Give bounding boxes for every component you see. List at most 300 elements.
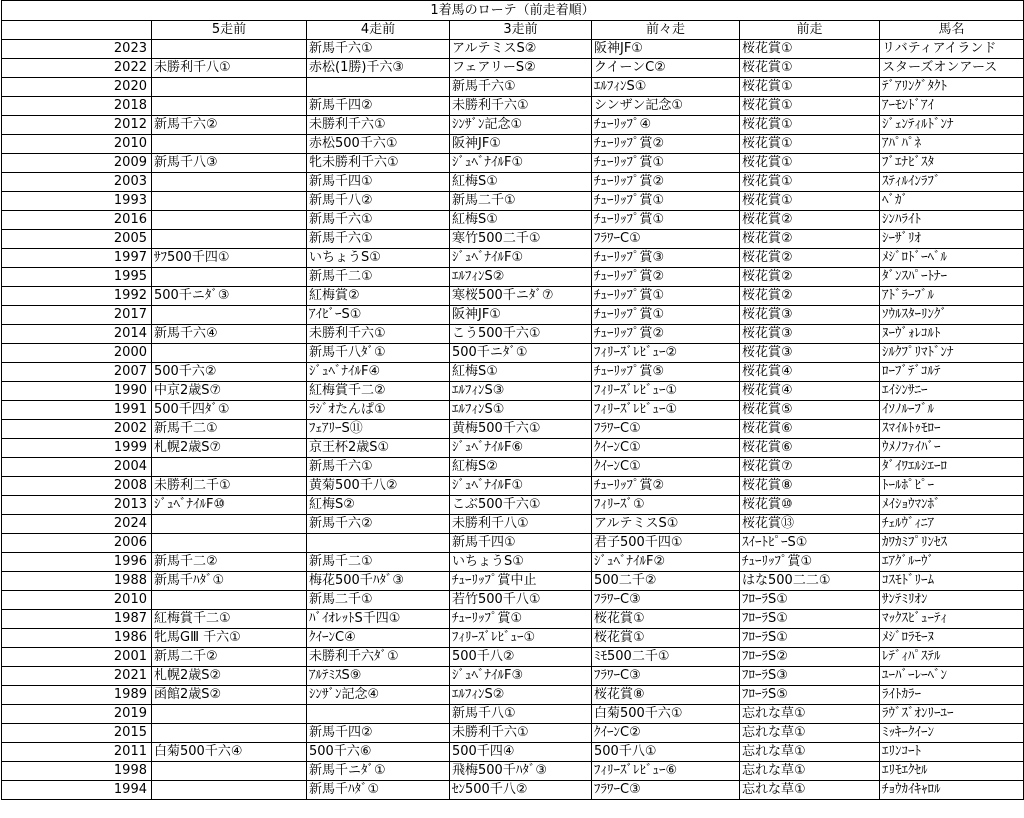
cell-race-2-before: ﾌｨﾘｰｽﾞ① <box>592 496 740 515</box>
cell-year: 2000 <box>2 344 152 363</box>
cell-race-3-before: フェアリーS② <box>450 59 592 78</box>
cell-race-2-before: 桜花賞⑧ <box>592 686 740 705</box>
cell-race-4-before: ﾊﾞｲｵﾚｯﾄS千四① <box>307 610 450 629</box>
cell-race-previous: 桜花賞② <box>740 230 880 249</box>
cell-race-previous: ﾌﾛｰﾗS③ <box>740 667 880 686</box>
cell-race-previous: 桜花賞② <box>740 249 880 268</box>
cell-race-3-before: ｴﾙﾌｨﾝS② <box>450 686 592 705</box>
cell-horse-name: ﾌﾞｴﾅﾋﾞｽﾀ <box>880 154 1024 173</box>
cell-year: 2015 <box>2 724 152 743</box>
cell-horse-name: ｺｽﾓﾄﾞﾘｰﾑ <box>880 572 1024 591</box>
table-row <box>2 648 1024 667</box>
cell-race-previous: ｽｲｰﾄﾋﾟｰS① <box>740 534 880 553</box>
cell-race-previous: 桜花賞① <box>740 97 880 116</box>
cell-horse-name: ﾕｰﾊﾞｰﾚｰﾍﾞﾝ <box>880 667 1024 686</box>
cell-race-4-before: 新馬千四② <box>307 97 450 116</box>
cell-race-5-before: 函館2歳S② <box>152 686 307 705</box>
cell-race-previous: ﾌﾛｰﾗS⑤ <box>740 686 880 705</box>
cell-race-2-before: 桜花賞① <box>592 629 740 648</box>
cell-year: 2019 <box>2 705 152 724</box>
cell-race-5-before <box>152 211 307 230</box>
cell-race-4-before: 新馬千ﾊﾀﾞ① <box>307 781 450 800</box>
cell-race-5-before: ｼﾞｭﾍﾞﾅｲﾙF⑩ <box>152 496 307 515</box>
cell-horse-name: ﾀﾞﾝｽﾊﾟｰﾄﾅｰ <box>880 268 1024 287</box>
cell-year: 2013 <box>2 496 152 515</box>
cell-race-previous: 桜花賞② <box>740 268 880 287</box>
cell-race-previous: 桜花賞② <box>740 211 880 230</box>
cell-horse-name: ｳﾒﾉﾌｧｲﾊﾞｰ <box>880 439 1024 458</box>
cell-horse-name: スターズオンアース <box>880 59 1024 78</box>
table-row <box>2 610 1024 629</box>
table-row <box>2 534 1024 553</box>
cell-race-3-before: 阪神JF① <box>450 135 592 154</box>
cell-race-previous: 忘れな草① <box>740 762 880 781</box>
cell-race-4-before: 未勝利千六① <box>307 325 450 344</box>
cell-horse-name: ｲｿﾉﾙｰﾌﾞﾙ <box>880 401 1024 420</box>
cell-race-5-before: 牝馬GⅢ 千六① <box>152 629 307 648</box>
table-row <box>2 724 1024 743</box>
cell-race-5-before: 札幌2歳S⑦ <box>152 439 307 458</box>
cell-race-3-before: 新馬千八① <box>450 705 592 724</box>
table-row <box>2 192 1024 211</box>
cell-year: 2024 <box>2 515 152 534</box>
column-header-race-previous: 前走 <box>740 21 880 40</box>
table-row <box>2 344 1024 363</box>
cell-race-2-before: ﾁｭｰﾘｯﾌﾟ賞① <box>592 287 740 306</box>
cell-race-5-before <box>152 135 307 154</box>
cell-race-5-before <box>152 458 307 477</box>
cell-race-5-before <box>152 230 307 249</box>
cell-race-2-before: ｴﾙﾌｨﾝS① <box>592 78 740 97</box>
cell-horse-name: ﾚﾃﾞｨﾊﾟｽﾃﾙ <box>880 648 1024 667</box>
cell-race-2-before: ﾁｭｰﾘｯﾌﾟ賞② <box>592 173 740 192</box>
table-row <box>2 59 1024 78</box>
cell-race-previous: 桜花賞① <box>740 40 880 59</box>
cell-race-3-before: こぶ500千六① <box>450 496 592 515</box>
cell-race-4-before: 新馬千四① <box>307 173 450 192</box>
cell-race-3-before: 新馬千六① <box>450 78 592 97</box>
table-row <box>2 629 1024 648</box>
cell-race-4-before: 新馬千八ﾀﾞ① <box>307 344 450 363</box>
cell-race-5-before: ｻﾌ500千四① <box>152 249 307 268</box>
table-row <box>2 78 1024 97</box>
cell-race-5-before <box>152 78 307 97</box>
cell-race-2-before: ｸｲｰﾝC① <box>592 458 740 477</box>
table-row <box>2 306 1024 325</box>
cell-race-3-before: ｼﾞｭﾍﾞﾅｲﾙF① <box>450 249 592 268</box>
cell-year: 2002 <box>2 420 152 439</box>
table-row <box>2 116 1024 135</box>
cell-race-4-before: ｱｲﾋﾞｰS① <box>307 306 450 325</box>
cell-horse-name: ﾐｯｷｰｸｲｰﾝ <box>880 724 1024 743</box>
cell-race-previous: 桜花賞⑬ <box>740 515 880 534</box>
cell-race-3-before: 新馬二千① <box>450 192 592 211</box>
cell-race-4-before: 赤松500千六① <box>307 135 450 154</box>
cell-race-4-before: 新馬千六① <box>307 230 450 249</box>
cell-race-4-before: 新馬千二① <box>307 553 450 572</box>
cell-race-5-before: 500千六② <box>152 363 307 382</box>
cell-race-5-before <box>152 781 307 800</box>
table-row <box>2 420 1024 439</box>
table-row <box>2 287 1024 306</box>
table-row <box>2 591 1024 610</box>
cell-race-4-before: 新馬千二① <box>307 268 450 287</box>
cell-race-3-before: こう500千六① <box>450 325 592 344</box>
cell-race-5-before: 新馬千二② <box>152 553 307 572</box>
cell-year: 1988 <box>2 572 152 591</box>
cell-year: 2001 <box>2 648 152 667</box>
cell-horse-name: ｽﾏｲﾙﾄｩﾓﾛｰ <box>880 420 1024 439</box>
cell-horse-name: ﾗｳﾞｽﾞｵﾝﾘｰﾕｰ <box>880 705 1024 724</box>
cell-horse-name: ｴｱｸﾞﾙｰｳﾞ <box>880 553 1024 572</box>
cell-race-3-before: ｼﾝｻﾞﾝ記念① <box>450 116 592 135</box>
cell-race-4-before: 500千六⑥ <box>307 743 450 762</box>
cell-horse-name: ﾒｼﾞﾛﾗﾓｰﾇ <box>880 629 1024 648</box>
cell-race-4-before: ﾌｪｱﾘｰS⑪ <box>307 420 450 439</box>
cell-race-previous: 桜花賞⑦ <box>740 458 880 477</box>
cell-year: 1997 <box>2 249 152 268</box>
cell-race-5-before: 札幌2歳S② <box>152 667 307 686</box>
cell-year: 2005 <box>2 230 152 249</box>
cell-horse-name: ｴｲｼﾝｻﾆｰ <box>880 382 1024 401</box>
cell-race-previous: 桜花賞① <box>740 116 880 135</box>
cell-race-5-before: 白菊500千六④ <box>152 743 307 762</box>
cell-race-previous: ﾌﾛｰﾗS① <box>740 591 880 610</box>
cell-race-5-before <box>152 268 307 287</box>
cell-race-4-before <box>307 78 450 97</box>
cell-race-previous: 桜花賞① <box>740 192 880 211</box>
cell-race-4-before: 梅花500千ﾊﾀﾞ③ <box>307 572 450 591</box>
cell-race-2-before: ﾌﾗﾜｰC① <box>592 420 740 439</box>
cell-horse-name: ﾒｼﾞﾛﾄﾞｰﾍﾞﾙ <box>880 249 1024 268</box>
cell-race-2-before: ﾌﾗﾜｰC① <box>592 230 740 249</box>
cell-race-2-before: ﾁｭｰﾘｯﾌﾟ賞② <box>592 268 740 287</box>
table-row <box>2 515 1024 534</box>
cell-race-5-before: 新馬千六④ <box>152 325 307 344</box>
table-row <box>2 781 1024 800</box>
cell-horse-name: ﾄｰﾙﾎﾟﾋﾟｰ <box>880 477 1024 496</box>
cell-race-5-before <box>152 534 307 553</box>
table-row <box>2 553 1024 572</box>
cell-race-2-before: ﾁｭｰﾘｯﾌﾟ④ <box>592 116 740 135</box>
cell-race-2-before: ｸｲｰﾝC① <box>592 439 740 458</box>
cell-year: 2014 <box>2 325 152 344</box>
cell-race-3-before: ﾁｭｰﾘｯﾌﾟ賞① <box>450 610 592 629</box>
cell-race-previous: 桜花賞③ <box>740 344 880 363</box>
cell-year: 2012 <box>2 116 152 135</box>
cell-race-5-before: 中京2歳S⑦ <box>152 382 307 401</box>
cell-year: 1999 <box>2 439 152 458</box>
header-row <box>2 21 1024 40</box>
cell-race-4-before: ｼﾝｻﾞﾝ記念④ <box>307 686 450 705</box>
cell-race-3-before: 飛梅500千ﾊﾀﾞ③ <box>450 762 592 781</box>
cell-race-5-before: 未勝利二千① <box>152 477 307 496</box>
cell-race-4-before: 紅梅賞千二② <box>307 382 450 401</box>
cell-horse-name: ｻﾝﾃﾐﾘｵﾝ <box>880 591 1024 610</box>
cell-race-2-before: ﾁｭｰﾘｯﾌﾟ賞① <box>592 211 740 230</box>
cell-race-3-before: ｼﾞｭﾍﾞﾅｲﾙF⑥ <box>450 439 592 458</box>
cell-horse-name: ﾛｰﾌﾞﾃﾞｺﾙﾃ <box>880 363 1024 382</box>
cell-horse-name: ｶﾜｶﾐﾌﾟﾘﾝｾｽ <box>880 534 1024 553</box>
cell-horse-name: ﾏｯｸｽﾋﾞｭｰﾃｨ <box>880 610 1024 629</box>
table-row <box>2 762 1024 781</box>
cell-race-previous: 桜花賞② <box>740 287 880 306</box>
cell-race-2-before: ﾌﾗﾜｰC③ <box>592 667 740 686</box>
cell-year: 1992 <box>2 287 152 306</box>
cell-race-2-before: ﾐﾓ500二千① <box>592 648 740 667</box>
cell-year: 2021 <box>2 667 152 686</box>
cell-race-3-before: アルテミスS② <box>450 40 592 59</box>
table-row <box>2 249 1024 268</box>
cell-race-previous: はな500二二① <box>740 572 880 591</box>
cell-year: 1998 <box>2 762 152 781</box>
rotation-table <box>1 0 1024 800</box>
cell-race-5-before <box>152 591 307 610</box>
cell-year: 2009 <box>2 154 152 173</box>
cell-race-4-before: いちょうS① <box>307 249 450 268</box>
cell-race-2-before: ﾌﾗﾜｰC③ <box>592 591 740 610</box>
cell-race-2-before: ﾁｭｰﾘｯﾌﾟ賞③ <box>592 249 740 268</box>
cell-year: 1995 <box>2 268 152 287</box>
cell-race-5-before: 500千ニﾀﾞ③ <box>152 287 307 306</box>
cell-race-previous: 桜花賞① <box>740 59 880 78</box>
cell-horse-name: ﾍﾞｶﾞ <box>880 192 1024 211</box>
cell-race-3-before: 500千八② <box>450 648 592 667</box>
cell-race-3-before: いちょうS① <box>450 553 592 572</box>
table-row <box>2 325 1024 344</box>
cell-race-4-before: 新馬千六① <box>307 40 450 59</box>
cell-race-previous: 桜花賞⑥ <box>740 420 880 439</box>
cell-race-3-before: 500千ニﾀﾞ① <box>450 344 592 363</box>
table-row <box>2 154 1024 173</box>
cell-race-3-before: 未勝利千八① <box>450 515 592 534</box>
cell-race-4-before: 紅梅S② <box>307 496 450 515</box>
title-row <box>2 1 1024 21</box>
cell-race-2-before: シンザン記念① <box>592 97 740 116</box>
cell-race-2-before: 君子500千四① <box>592 534 740 553</box>
cell-race-2-before: ﾁｭｰﾘｯﾌﾟ賞① <box>592 154 740 173</box>
cell-race-3-before: 紅梅S① <box>450 363 592 382</box>
cell-race-3-before: 寒竹500二千① <box>450 230 592 249</box>
column-header-year <box>2 21 152 40</box>
column-header-race-4-before: 4走前 <box>307 21 450 40</box>
cell-race-3-before: ｴﾙﾌｨﾝS① <box>450 401 592 420</box>
cell-race-4-before: 牝未勝利千六① <box>307 154 450 173</box>
cell-year: 1990 <box>2 382 152 401</box>
cell-race-5-before: 新馬千六② <box>152 116 307 135</box>
cell-race-4-before: 新馬千八② <box>307 192 450 211</box>
cell-race-2-before: 阪神JF① <box>592 40 740 59</box>
cell-race-previous: ﾌﾛｰﾗS① <box>740 610 880 629</box>
cell-race-5-before <box>152 192 307 211</box>
cell-horse-name: ｱｰﾓﾝﾄﾞｱｲ <box>880 97 1024 116</box>
cell-race-previous: 桜花賞④ <box>740 382 880 401</box>
table-row <box>2 477 1024 496</box>
cell-race-4-before: 新馬千六① <box>307 211 450 230</box>
cell-race-5-before <box>152 344 307 363</box>
cell-race-3-before: 紅梅S① <box>450 211 592 230</box>
cell-race-2-before: ﾁｭｰﾘｯﾌﾟ賞② <box>592 325 740 344</box>
cell-year: 2016 <box>2 211 152 230</box>
cell-horse-name: ｴﾘﾓｴｸｾﾙ <box>880 762 1024 781</box>
cell-race-5-before: 新馬千八③ <box>152 154 307 173</box>
cell-race-4-before: ｸｲｰﾝC④ <box>307 629 450 648</box>
cell-race-3-before: ｼﾞｭﾍﾞﾅｲﾙF① <box>450 477 592 496</box>
cell-race-3-before: 紅梅S① <box>450 173 592 192</box>
cell-horse-name: ﾗｲﾄｶﾗｰ <box>880 686 1024 705</box>
cell-year: 2006 <box>2 534 152 553</box>
cell-race-4-before <box>307 534 450 553</box>
cell-race-4-before: 京王杯2歳S① <box>307 439 450 458</box>
table-row <box>2 439 1024 458</box>
cell-horse-name: ﾀﾞｲﾜｴﾙｼｴｰﾛ <box>880 458 1024 477</box>
table-row <box>2 705 1024 724</box>
cell-race-4-before: ｱﾙﾃﾐｽS⑨ <box>307 667 450 686</box>
cell-race-4-before: 紅梅賞② <box>307 287 450 306</box>
cell-year: 2010 <box>2 135 152 154</box>
cell-race-2-before: ﾌﾗﾜｰC③ <box>592 781 740 800</box>
cell-race-previous: 桜花賞① <box>740 154 880 173</box>
table-row <box>2 211 1024 230</box>
column-header-race-2-before: 前々走 <box>592 21 740 40</box>
table-row <box>2 135 1024 154</box>
cell-race-previous: ﾌﾛｰﾗS① <box>740 629 880 648</box>
cell-race-2-before: 桜花賞① <box>592 610 740 629</box>
cell-horse-name: ﾒｲｼｮｳﾏﾝﾎﾞ <box>880 496 1024 515</box>
cell-year: 2022 <box>2 59 152 78</box>
cell-year: 1986 <box>2 629 152 648</box>
column-header-race-5-before: 5走前 <box>152 21 307 40</box>
cell-race-previous: 忘れな草① <box>740 743 880 762</box>
cell-race-2-before: 白菊500千六① <box>592 705 740 724</box>
cell-race-4-before: 新馬二千① <box>307 591 450 610</box>
cell-race-4-before: 黄菊500千八② <box>307 477 450 496</box>
cell-race-previous: 桜花賞⑥ <box>740 439 880 458</box>
table-row <box>2 686 1024 705</box>
cell-year: 2003 <box>2 173 152 192</box>
cell-race-4-before: 赤松(1勝)千六③ <box>307 59 450 78</box>
cell-race-3-before: 黄梅500千六① <box>450 420 592 439</box>
table-row <box>2 268 1024 287</box>
cell-horse-name: ｼｰｻﾞﾘｵ <box>880 230 1024 249</box>
cell-horse-name: ｱﾊﾟﾊﾟﾈ <box>880 135 1024 154</box>
table-row <box>2 230 1024 249</box>
cell-race-previous: 桜花賞③ <box>740 306 880 325</box>
cell-race-2-before: ﾁｭｰﾘｯﾌﾟ賞② <box>592 477 740 496</box>
cell-horse-name: ｼﾙｸﾌﾟﾘﾏﾄﾞﾝﾅ <box>880 344 1024 363</box>
column-header-horse-name: 馬名 <box>880 21 1024 40</box>
cell-race-3-before: 若竹500千八① <box>450 591 592 610</box>
cell-horse-name: ｼﾞｪﾝﾃｨﾙﾄﾞﾝﾅ <box>880 116 1024 135</box>
table-row <box>2 173 1024 192</box>
cell-race-2-before: 500二千② <box>592 572 740 591</box>
cell-race-previous: 忘れな草① <box>740 705 880 724</box>
cell-horse-name: ｿｳﾙｽﾀｰﾘﾝｸﾞ <box>880 306 1024 325</box>
cell-race-3-before: 500千四④ <box>450 743 592 762</box>
cell-race-5-before <box>152 724 307 743</box>
cell-race-5-before <box>152 515 307 534</box>
cell-race-4-before: 未勝利千六ﾀﾞ① <box>307 648 450 667</box>
cell-horse-name: ﾁｪﾙｳﾞｨﾆｱ <box>880 515 1024 534</box>
cell-horse-name: リバティアイランド <box>880 40 1024 59</box>
cell-race-3-before: ﾌｨﾘｰｽﾞﾚﾋﾞｭｰ① <box>450 629 592 648</box>
cell-horse-name: ｴﾘﾝｺｰﾄ <box>880 743 1024 762</box>
table-row <box>2 363 1024 382</box>
cell-race-4-before: 新馬千四② <box>307 724 450 743</box>
cell-race-previous: 桜花賞③ <box>740 325 880 344</box>
cell-year: 2011 <box>2 743 152 762</box>
cell-race-4-before: 新馬千六① <box>307 458 450 477</box>
column-header-race-3-before: 3走前 <box>450 21 592 40</box>
cell-race-5-before: 500千四ﾀﾞ① <box>152 401 307 420</box>
cell-race-previous: 桜花賞① <box>740 173 880 192</box>
cell-year: 1993 <box>2 192 152 211</box>
cell-race-2-before: 500千八① <box>592 743 740 762</box>
cell-race-4-before <box>307 705 450 724</box>
cell-year: 2023 <box>2 40 152 59</box>
cell-race-previous: 忘れな草① <box>740 781 880 800</box>
cell-race-2-before: ﾁｭｰﾘｯﾌﾟ賞② <box>592 135 740 154</box>
cell-horse-name: ﾃﾞｱﾘﾝｸﾞﾀｸﾄ <box>880 78 1024 97</box>
cell-year: 2004 <box>2 458 152 477</box>
cell-horse-name: ﾇｰｳﾞｫﾚｺﾙﾄ <box>880 325 1024 344</box>
cell-race-4-before: 新馬千ニﾀﾞ① <box>307 762 450 781</box>
cell-horse-name: ｽﾃｨﾙｲﾝﾗﾌﾞ <box>880 173 1024 192</box>
cell-race-previous: 桜花賞① <box>740 78 880 97</box>
cell-race-3-before: 阪神JF① <box>450 306 592 325</box>
cell-race-previous: ﾌﾛｰﾗS② <box>740 648 880 667</box>
cell-race-3-before: 寒桜500千ニﾀﾞ⑦ <box>450 287 592 306</box>
cell-race-previous: 桜花賞④ <box>740 363 880 382</box>
cell-race-2-before: ｼﾞｭﾍﾞﾅｲﾙF② <box>592 553 740 572</box>
cell-race-5-before: 新馬千ﾊﾀﾞ① <box>152 572 307 591</box>
cell-race-previous: ﾁｭｰﾘｯﾌﾟ賞① <box>740 553 880 572</box>
cell-race-3-before: 未勝利千六① <box>450 97 592 116</box>
table-row <box>2 667 1024 686</box>
cell-race-4-before: 未勝利千六① <box>307 116 450 135</box>
cell-race-3-before: 新馬千四① <box>450 534 592 553</box>
cell-race-3-before: 紅梅S② <box>450 458 592 477</box>
cell-year: 2008 <box>2 477 152 496</box>
cell-race-5-before <box>152 306 307 325</box>
cell-year: 1996 <box>2 553 152 572</box>
cell-race-3-before: 未勝利千六① <box>450 724 592 743</box>
cell-race-5-before: 新馬二千② <box>152 648 307 667</box>
cell-year: 1994 <box>2 781 152 800</box>
cell-race-2-before: ｸｲｰﾝC② <box>592 724 740 743</box>
cell-horse-name: ｱﾄﾞﾗｰﾌﾞﾙ <box>880 287 1024 306</box>
table-row <box>2 458 1024 477</box>
table-title: 1着馬のローテ（前走着順） <box>2 1 1024 21</box>
cell-race-4-before: ﾗｼﾞｵたんぱ① <box>307 401 450 420</box>
table-row <box>2 97 1024 116</box>
cell-race-3-before: ｼﾞｭﾍﾞﾅｲﾙF③ <box>450 667 592 686</box>
cell-race-2-before: ﾁｭｰﾘｯﾌﾟ賞① <box>592 192 740 211</box>
cell-race-2-before: ﾁｭｰﾘｯﾌﾟ賞① <box>592 306 740 325</box>
cell-race-5-before: 紅梅賞千二① <box>152 610 307 629</box>
table-row <box>2 382 1024 401</box>
table-row <box>2 496 1024 515</box>
cell-race-previous: 桜花賞① <box>740 135 880 154</box>
cell-race-4-before: 新馬千六② <box>307 515 450 534</box>
cell-race-2-before: ﾌｨﾘｰｽﾞﾚﾋﾞｭｰ① <box>592 401 740 420</box>
cell-race-2-before: ﾌｨﾘｰｽﾞﾚﾋﾞｭｰ① <box>592 382 740 401</box>
cell-year: 2007 <box>2 363 152 382</box>
table-row <box>2 743 1024 762</box>
cell-year: 2020 <box>2 78 152 97</box>
cell-race-3-before: ｼﾞｭﾍﾞﾅｲﾙF① <box>450 154 592 173</box>
cell-race-previous: 桜花賞⑧ <box>740 477 880 496</box>
